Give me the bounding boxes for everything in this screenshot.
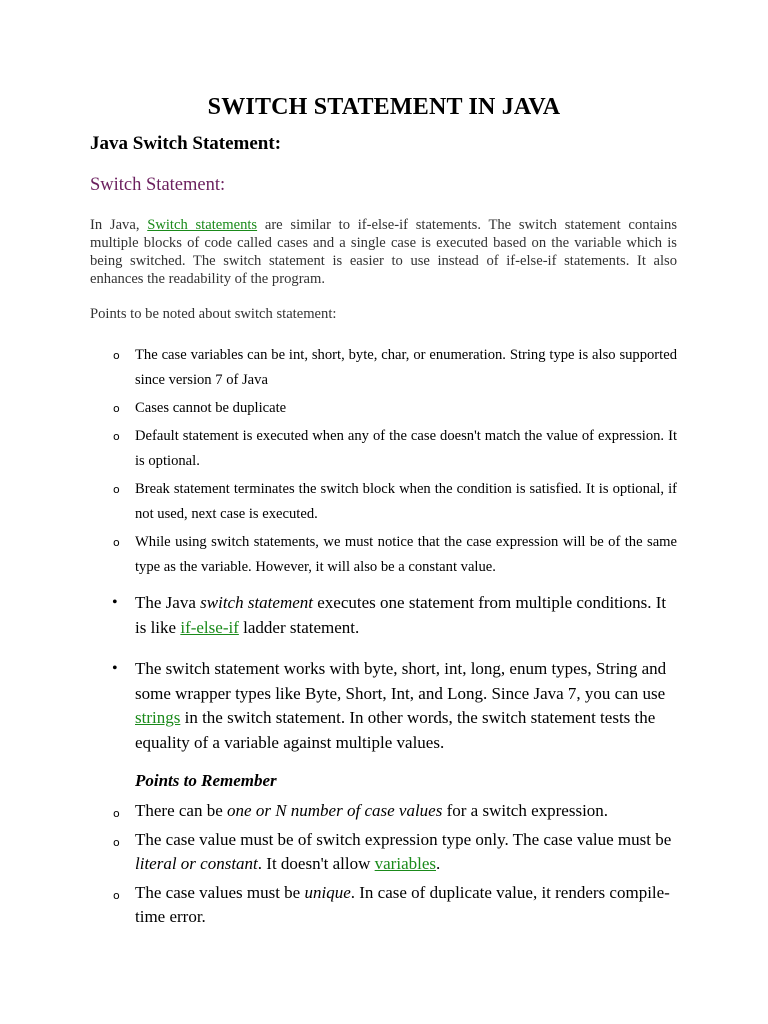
list-item bbox=[90, 799, 677, 824]
bullet-dot-icon: • bbox=[112, 594, 118, 611]
list-item bbox=[90, 828, 677, 877]
remember-list bbox=[90, 799, 677, 934]
text-segment: The case value must be of switch expression type only. The case value must be bbox=[135, 829, 672, 849]
emphasis-text: one or N number of case values bbox=[227, 801, 443, 820]
text-segment: in the switch statement. In other words, the switch statement tests the equality of a variable against multiple values. bbox=[135, 708, 656, 752]
list-item bbox=[90, 343, 677, 393]
text-segment: . bbox=[436, 854, 441, 873]
circle-bullet-icon: o bbox=[113, 483, 120, 496]
emphasis-text: switch statement bbox=[200, 593, 313, 612]
emphasis-text: literal or constant bbox=[135, 854, 258, 873]
variables-link[interactable]: variables bbox=[374, 854, 436, 873]
circle-bullet-icon: o bbox=[113, 536, 120, 549]
circle-bullet-icon: o bbox=[113, 349, 120, 362]
bullet-dot-icon: • bbox=[112, 660, 118, 677]
circle-bullet-icon: o bbox=[113, 807, 120, 820]
points-intro: Points to be noted about switch statement: bbox=[90, 306, 337, 322]
text-segment: The Java bbox=[135, 593, 201, 612]
list-item-text: The case variables can be int, short, byte, char, or enumeration. String type is also supported since version 7 of Java bbox=[135, 347, 677, 388]
circle-bullet-icon: o bbox=[113, 402, 120, 415]
switch-statements-link[interactable]: Switch statements bbox=[147, 217, 258, 233]
list-item-text: Default statement is executed when any of the case doesn't match the value of expression. It is optional. bbox=[135, 428, 677, 469]
points-to-remember-heading: Points to Remember bbox=[135, 771, 277, 790]
list-item-text: Break statement terminates the switch block when the condition is satisfied. It is optional, if not used, next case is executed. bbox=[135, 481, 677, 522]
list-item bbox=[90, 881, 677, 930]
notes-list bbox=[90, 343, 677, 583]
text-segment: ladder statement. bbox=[238, 617, 360, 637]
bullet-list bbox=[90, 591, 677, 755]
text-segment: There can be bbox=[135, 801, 228, 820]
list-item bbox=[90, 530, 677, 580]
text-segment: for a switch expression. bbox=[442, 801, 609, 820]
list-item bbox=[90, 591, 677, 640]
intro-text-rest: are similar to if-else-if statements. The switch statement contains multiple blocks of code called cases and a single case is executed based on the variable which is being switched. The switch statement is easier to use instead of if-else-if statements. It also enhances the readability of the program. bbox=[90, 217, 678, 287]
subsection-heading: Switch Statement: bbox=[90, 175, 226, 195]
if-else-if-link[interactable]: if-else-if bbox=[180, 617, 239, 637]
list-item bbox=[90, 396, 677, 421]
intro-text-start: In Java, bbox=[90, 217, 148, 233]
list-item bbox=[90, 424, 677, 474]
emphasis-text: unique bbox=[304, 882, 351, 902]
list-item-text: Cases cannot be duplicate bbox=[135, 400, 287, 416]
page-title: SWITCH STATEMENT IN JAVA bbox=[207, 94, 561, 120]
list-item bbox=[90, 657, 677, 755]
circle-bullet-icon: o bbox=[113, 835, 120, 849]
text-segment: . It doesn't allow bbox=[257, 854, 375, 873]
circle-bullet-icon: o bbox=[113, 430, 120, 443]
text-segment: The switch statement works with byte, short, int, long, enum types, String and some wrapper types like Byte, Short, Int, and Long. Since Java 7, you can use bbox=[135, 659, 667, 703]
list-item bbox=[90, 477, 677, 527]
text-segment: executes one statement from multiple conditions. It is like bbox=[135, 593, 667, 637]
text-segment: The case values must be bbox=[135, 882, 305, 902]
circle-bullet-icon: o bbox=[113, 888, 120, 902]
list-item-text: While using switch statements, we must notice that the case expression will be of the same type as the variable. However, it will also be a constant value. bbox=[135, 534, 677, 575]
intro-paragraph bbox=[90, 216, 677, 288]
section-heading: Java Switch Statement: bbox=[90, 133, 282, 154]
text-segment: . In case of duplicate value, it renders compile-time error. bbox=[135, 882, 670, 926]
strings-link[interactable]: strings bbox=[135, 708, 181, 727]
